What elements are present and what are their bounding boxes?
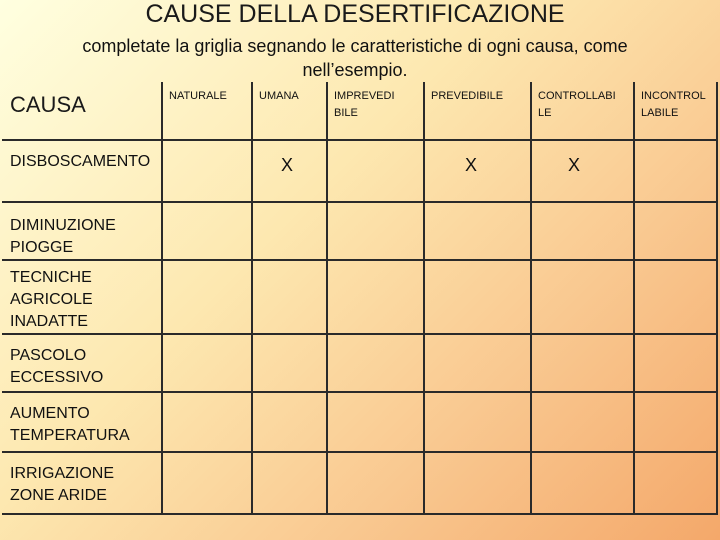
grid-cell-naturale[interactable] bbox=[162, 392, 252, 452]
column-header-label: IMPREVEDI BILE bbox=[334, 90, 395, 119]
grid-cell-imprevedibile[interactable] bbox=[327, 334, 424, 392]
grid-cell-umana[interactable] bbox=[252, 392, 327, 452]
table-row bbox=[2, 202, 717, 260]
cause-label: PASCOLO ECCESSIVO bbox=[10, 347, 104, 386]
grid-cell-umana[interactable] bbox=[252, 334, 327, 392]
cause-label: TECNICHE AGRICOLE INADATTE bbox=[10, 269, 93, 330]
column-header-label: NATURALE bbox=[169, 90, 227, 102]
grid-cell-controllabile[interactable] bbox=[531, 452, 634, 514]
grid-cell-naturale[interactable] bbox=[162, 202, 252, 260]
grid-cell-naturale[interactable] bbox=[162, 452, 252, 514]
column-header-controllabile bbox=[531, 82, 634, 140]
causa-header-label: CAUSA bbox=[10, 92, 86, 117]
grid-cell-prevedibile[interactable] bbox=[424, 334, 531, 392]
grid-cell-incontrolabile[interactable] bbox=[634, 260, 717, 334]
grid-cell-umana[interactable] bbox=[252, 260, 327, 334]
column-header-label: PREVEDIBILE bbox=[431, 90, 504, 102]
column-header-label: UMANA bbox=[259, 90, 299, 102]
grid-cell-imprevedibile[interactable] bbox=[327, 392, 424, 452]
cause-label-cell bbox=[2, 392, 162, 452]
column-header-label: INCONTROL LABILE bbox=[641, 90, 706, 119]
grid-cell-incontrolabile[interactable] bbox=[634, 140, 717, 202]
cause-label-cell bbox=[2, 140, 162, 202]
instructions-text: completate la griglia segnando le caratteristiche di ogni causa, come nell’esempio. bbox=[82, 36, 628, 80]
grid-cell-controllabile[interactable] bbox=[531, 260, 634, 334]
grid-cell-prevedibile[interactable] bbox=[424, 392, 531, 452]
grid-cell-controllabile[interactable] bbox=[531, 140, 634, 202]
cause-label: AUMENTO TEMPERATURA bbox=[10, 405, 130, 444]
x-mark: X bbox=[465, 155, 478, 175]
cause-label-cell bbox=[2, 202, 162, 260]
cause-label: DIMINUZIONE PIOGGE bbox=[10, 217, 116, 256]
grid-cell-imprevedibile[interactable] bbox=[327, 202, 424, 260]
grid-cell-incontrolabile[interactable] bbox=[634, 392, 717, 452]
column-header-label: CONTROLLABI LE bbox=[538, 90, 616, 119]
causes-grid bbox=[2, 82, 718, 515]
column-header-incontrolabile bbox=[634, 82, 717, 140]
grid-cell-naturale[interactable] bbox=[162, 260, 252, 334]
grid-cell-controllabile[interactable] bbox=[531, 392, 634, 452]
x-mark: X bbox=[568, 155, 581, 175]
cause-label-cell bbox=[2, 260, 162, 334]
page-title: CAUSE DELLA DESERTIFICAZIONE bbox=[145, 0, 565, 28]
table-row bbox=[2, 260, 717, 334]
grid-cell-imprevedibile[interactable] bbox=[327, 140, 424, 202]
grid-cell-umana[interactable] bbox=[252, 452, 327, 514]
grid-cell-prevedibile[interactable] bbox=[424, 140, 531, 202]
cause-label-cell bbox=[2, 452, 162, 514]
grid-cell-incontrolabile[interactable] bbox=[634, 202, 717, 260]
grid-cell-imprevedibile[interactable] bbox=[327, 260, 424, 334]
column-header-imprevedibile bbox=[327, 82, 424, 140]
grid-cell-naturale[interactable] bbox=[162, 140, 252, 202]
column-header-naturale bbox=[162, 82, 252, 140]
grid-cell-incontrolabile[interactable] bbox=[634, 334, 717, 392]
grid-cell-prevedibile[interactable] bbox=[424, 260, 531, 334]
cause-label: IRRIGAZIONE ZONE ARIDE bbox=[10, 465, 115, 504]
table-row bbox=[2, 392, 717, 452]
grid-cell-incontrolabile[interactable] bbox=[634, 452, 717, 514]
table-row bbox=[2, 334, 717, 392]
grid-cell-prevedibile[interactable] bbox=[424, 452, 531, 514]
x-mark: X bbox=[281, 155, 294, 175]
cause-label-cell bbox=[2, 334, 162, 392]
grid-cell-naturale[interactable] bbox=[162, 334, 252, 392]
column-header-umana bbox=[252, 82, 327, 140]
table-row bbox=[2, 452, 717, 514]
grid-cell-imprevedibile[interactable] bbox=[327, 452, 424, 514]
table-row bbox=[2, 140, 717, 202]
cause-label: DISBOSCAMENTO bbox=[10, 153, 151, 170]
grid-cell-umana[interactable] bbox=[252, 202, 327, 260]
grid-cell-umana[interactable] bbox=[252, 140, 327, 202]
column-header-prevedibile bbox=[424, 82, 531, 140]
grid-cell-controllabile[interactable] bbox=[531, 334, 634, 392]
grid-cell-prevedibile[interactable] bbox=[424, 202, 531, 260]
grid-cell-controllabile[interactable] bbox=[531, 202, 634, 260]
causa-header-cell bbox=[2, 82, 162, 140]
